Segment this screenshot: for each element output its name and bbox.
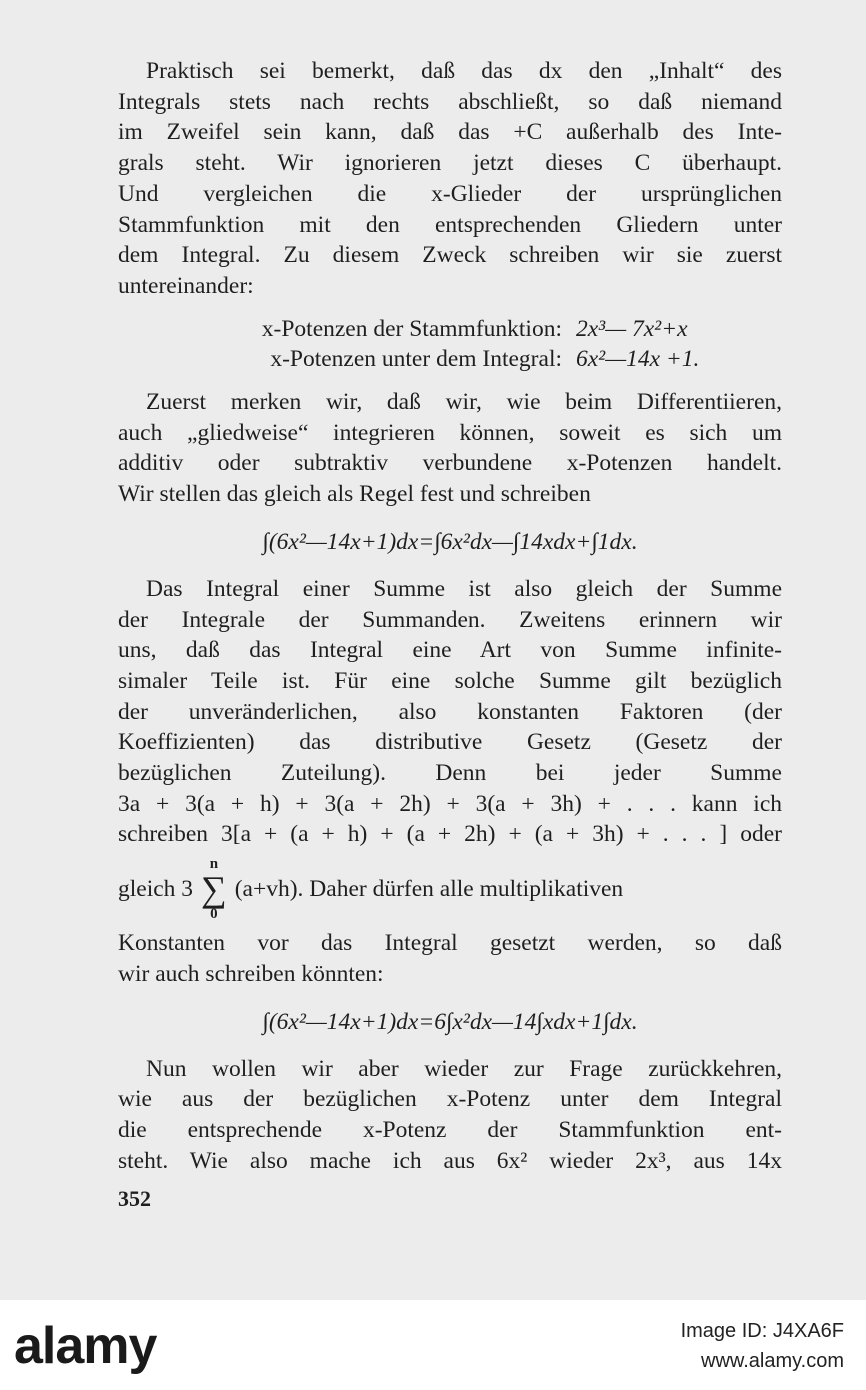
text-line: Koeffizienten) das distributive Gesetz (Gesetz der bbox=[118, 729, 782, 756]
site-url: www.alamy.com bbox=[701, 1350, 844, 1372]
text-line: wie aus der bezüglichen x-Potenz unter dem Integral bbox=[118, 1086, 782, 1113]
text-line: schreiben 3[a + (a + h) + (a + 2h) + (a + 3h) + . . . ] oder bbox=[118, 821, 782, 848]
formula-constants-out: ∫(6x²—14x+1)dx=6∫x²dx—14∫xdx+1∫dx. bbox=[262, 1008, 638, 1035]
summation-line bbox=[118, 850, 782, 928]
formula-integral-split: ∫(6x²—14x+1)dx=∫6x²dx—∫14xdx+∫1dx. bbox=[262, 528, 638, 555]
comparison-expr: 6x²—14x +1. bbox=[576, 346, 700, 373]
text-line: im Zweifel sein kann, daß das +C außerhalb des Inte- bbox=[118, 119, 782, 146]
text-line: steht. Wie also mache ich aus 6x² wieder 2x³, aus 14x bbox=[118, 1147, 782, 1174]
sigma-icon: ∑ bbox=[201, 869, 227, 910]
text-line: die entsprechende x-Potenz der Stammfunktion ent- bbox=[118, 1116, 782, 1143]
text-line: Stammfunktion mit den entsprechenden Gliedern unter bbox=[118, 211, 782, 238]
text-line: der Integrale der Summanden. Zweitens erinnern wir bbox=[118, 606, 782, 633]
summation-symbol bbox=[201, 856, 227, 922]
text-line: auch „gliedweise“ integrieren können, soweit es sich um bbox=[118, 419, 782, 446]
text-line: Konstanten vor das Integral gesetzt werden, so daß bbox=[118, 930, 782, 957]
page-number: 352 bbox=[118, 1186, 151, 1211]
sum-prefix: gleich 3 bbox=[118, 875, 194, 902]
stock-watermark-banner bbox=[0, 1300, 866, 1390]
text-line: Praktisch sei bemerkt, daß das dx den „Inhalt“ des bbox=[146, 58, 782, 84]
text-line: Das Integral einer Summe ist also gleich der Summe bbox=[146, 575, 782, 602]
text-line: der unveränderlichen, also konstanten Faktoren (der bbox=[118, 698, 782, 725]
comparison-label: x-Potenzen unter dem Integral: bbox=[270, 346, 562, 373]
comparison-table bbox=[118, 314, 782, 375]
text-line: Zuerst merken wir, daß wir, wie beim Differentiieren, bbox=[146, 389, 782, 416]
sum-suffix: (a+vh). Daher dürfen alle multiplikativen bbox=[234, 875, 624, 902]
comparison-label: x-Potenzen der Stammfunktion: bbox=[261, 315, 562, 342]
sum-upper-limit: n bbox=[209, 856, 219, 873]
comparison-expr: 2x³— 7x²+x bbox=[576, 315, 688, 342]
text-line: Wir stellen das gleich als Regel fest und schreiben bbox=[118, 481, 591, 508]
comparison-row bbox=[162, 344, 782, 375]
text-line: dem Integral. Zu diesem Zweck schreiben wir sie zuerst bbox=[118, 242, 782, 269]
text-line: Nun wollen wir aber wieder zur Frage zurückkehren, bbox=[146, 1055, 782, 1082]
page-text bbox=[118, 56, 782, 1176]
text-line: grals steht. Wir ignorieren jetzt dieses C überhaupt. bbox=[118, 150, 782, 177]
text-line: additiv oder subtraktiv verbundene x-Potenzen handelt. bbox=[118, 450, 782, 477]
text-line: Und vergleichen die x-Glieder der ursprünglichen bbox=[118, 180, 782, 207]
text-line: Integrals stets nach rechts abschließt, so daß niemand bbox=[118, 88, 782, 115]
comparison-row bbox=[162, 314, 782, 345]
text-line: 3a + 3(a + h) + 3(a + 2h) + 3(a + 3h) + . . . kann ich bbox=[118, 790, 782, 817]
text-line: simaler Teile ist. Für eine solche Summe gilt bezüglich bbox=[118, 667, 782, 694]
sum-lower-limit: 0 bbox=[210, 906, 218, 923]
alamy-logo: alamy bbox=[14, 1317, 157, 1375]
text-line: bezüglichen Zuteilung). Denn bei jeder Summe bbox=[118, 760, 782, 787]
text-line: wir auch schreiben könnten: bbox=[118, 960, 384, 987]
text-line: untereinander: bbox=[118, 272, 254, 299]
image-id: Image ID: J4XA6F bbox=[680, 1320, 844, 1342]
text-line: uns, daß das Integral eine Art von Summe infinite- bbox=[118, 637, 782, 664]
